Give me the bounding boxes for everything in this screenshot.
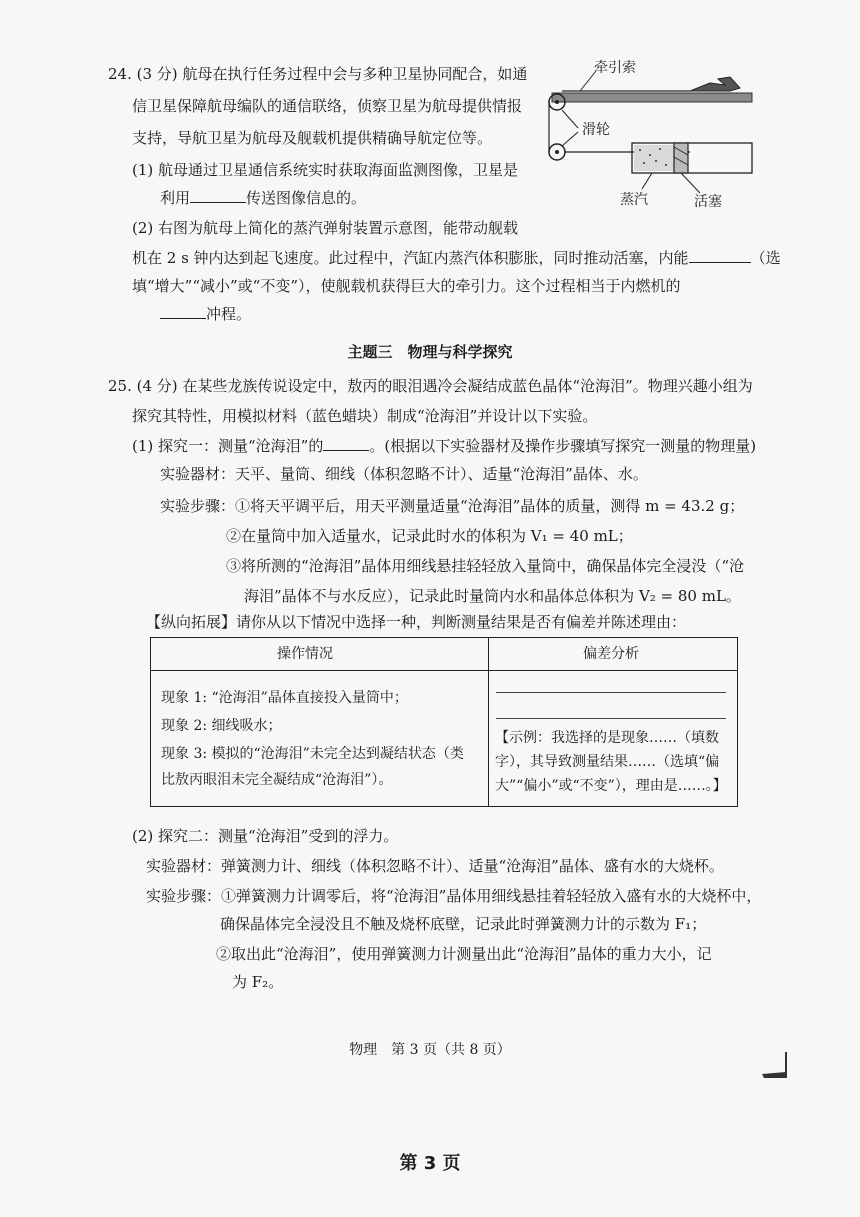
- q25-exp1-step1: 实验步骤：①将天平调平后，用天平测量适量“沧海泪”晶体的质量，测得 m = 43.2 g；: [160, 497, 745, 515]
- page-footer: 物理 第 3 页（共 8 页）: [349, 1042, 511, 1058]
- q25-line-2: 探究其特性，用模拟材料（蓝色蜡块）制成“沧海泪”并设计以下实验。: [132, 407, 598, 425]
- q25-exp2-step2-a: ②取出此“沧海泪”，使用弹簧测力计测量出此“沧海泪”晶体的重力大小，记: [216, 945, 712, 963]
- q24-part2-text-post: （选: [750, 249, 781, 267]
- q24-part1-line-2: [160, 188, 366, 208]
- q24-part1-line-1: (1) 航母通过卫星通信系统实时获取海面监测图像，卫星是: [132, 161, 519, 179]
- phenomenon-3-a: 现象 3: 模拟的“沧海泪”未完全达到凝结状态（类: [161, 746, 464, 762]
- q25-exp2-title: (2) 探究二：测量“沧海泪”受到的浮力。: [132, 827, 399, 845]
- q25-exp1-text-post: 。(根据以下实验器材及操作步骤填写探究一测量的物理量): [369, 437, 757, 455]
- scan-edge-mark: [762, 1052, 788, 1080]
- answer-blank-4[interactable]: [323, 436, 369, 451]
- page-number-label: 第 3 页: [399, 1153, 461, 1174]
- q25-exp2-step2-b: 为 F₂。: [232, 973, 284, 991]
- label-piston: 活塞: [694, 194, 722, 210]
- bias-analysis-table: [150, 637, 738, 807]
- phenomenon-2: 现象 2: 细线吸水；: [161, 718, 282, 734]
- q25-exp1-materials: 实验器材：天平、量筒、细线（体积忽略不计）、适量“沧海泪”晶体、水。: [160, 465, 648, 483]
- q25-exp2-step1-a: 实验步骤：①弹簧测力计调零后，将“沧海泪”晶体用细线悬挂着轻轻放入盛有水的大烧杯中，: [146, 887, 762, 905]
- answer-line-1[interactable]: [496, 692, 726, 693]
- q24-part2-line-1: (2) 右图为航母上简化的蒸汽弹射装置示意图，能带动舰载: [132, 219, 519, 237]
- section-heading: 主题三 物理与科学探究: [347, 343, 513, 361]
- q24-line-1: 24. (3 分) 航母在执行任务过程中会与多种卫星协同配合，如通: [108, 65, 528, 83]
- answer-line-2[interactable]: [496, 718, 726, 719]
- q25-exp1-title: [132, 436, 756, 456]
- q25-line-1: 25. (4 分) 在某些龙族传说设定中，敖丙的眼泪遇冷会凝结成蓝色晶体“沧海泪”。物理兴趣小组为: [108, 377, 753, 395]
- q25-exp1-step3-b: 海泪”晶体不与水反应），记录此时量筒内水和晶体总体积为 V₂ = 80 mL。: [244, 587, 741, 605]
- q25-exp2-materials: 实验器材：弹簧测力计、细线（体积忽略不计）、适量“沧海泪”晶体、盛有水的大烧杯。: [146, 857, 724, 875]
- q25-exp1-text-pre: (1) 探究一：测量“沧海泪”的: [132, 437, 324, 455]
- q25-extension-prompt: 【纵向拓展】请你从以下情况中选择一种，判断测量结果是否有偏差并陈述理由：: [146, 613, 687, 631]
- table-header-bias: 偏差分析: [583, 646, 639, 662]
- q25-exp1-step3-a: ③将所测的“沧海泪”晶体用细线悬挂轻轻放入量筒中，确保晶体完全浸没（“沧: [226, 557, 745, 575]
- example-line-3: 大”“偏小”或“不变”），理由是……。】: [495, 778, 727, 794]
- answer-blank-2[interactable]: [689, 248, 751, 263]
- q24-part1-text-post: 传送图像信息的。: [246, 189, 367, 207]
- answer-blank-3[interactable]: [160, 304, 206, 319]
- q25-exp2-step1-b: 确保晶体完全浸没且不触及烧杯底壁，记录此时弹簧测力计的示数为 F₁；: [220, 915, 707, 933]
- example-line-1: 【示例：我选择的是现象……（填数: [495, 730, 719, 746]
- q24-line-3: 支持，导航卫星为航母及舰载机提供精确导航定位等。: [132, 129, 493, 147]
- table-column-divider: [488, 638, 489, 806]
- label-steam: 蒸汽: [620, 192, 648, 208]
- steam-catapult-diagram: [540, 55, 760, 220]
- table-header-divider: [151, 670, 737, 671]
- phenomenon-1: 现象 1: “沧海泪”晶体直接投入量筒中；: [161, 690, 408, 706]
- q24-part2-text-end: 冲程。: [206, 305, 252, 323]
- q24-part2-text-pre: 机在 2 s 钟内达到起飞速度。此过程中，汽缸内蒸汽体积膨胀，同时推动活塞，内能: [132, 249, 689, 267]
- table-header-operation: 操作情况: [277, 646, 333, 662]
- q24-line-2: 信卫星保障航母编队的通信联络，侦察卫星为航母提供情报: [132, 97, 523, 115]
- q24-part2-line-3: 填“增大”“减小”或“不变”），使舰载机获得巨大的牵引力。这个过程相当于内燃机的: [132, 277, 681, 295]
- example-line-2: 字），其导致测量结果……（选填“偏: [495, 754, 720, 770]
- answer-blank-1[interactable]: [190, 188, 246, 203]
- label-rope: 牵引索: [594, 60, 636, 76]
- q24-part1-text-pre: 利用: [160, 189, 191, 207]
- label-pulley: 滑轮: [582, 122, 610, 138]
- q24-part2-line-2: [132, 248, 781, 268]
- q24-part2-line-4: [160, 304, 251, 324]
- catapult-drawing: [540, 55, 760, 220]
- q25-exp1-step2: ②在量筒中加入适量水，记录此时水的体积为 V₁ = 40 mL；: [226, 527, 633, 545]
- phenomenon-3-b: 比敖丙眼泪未完全凝结成“沧海泪”）。: [161, 772, 393, 788]
